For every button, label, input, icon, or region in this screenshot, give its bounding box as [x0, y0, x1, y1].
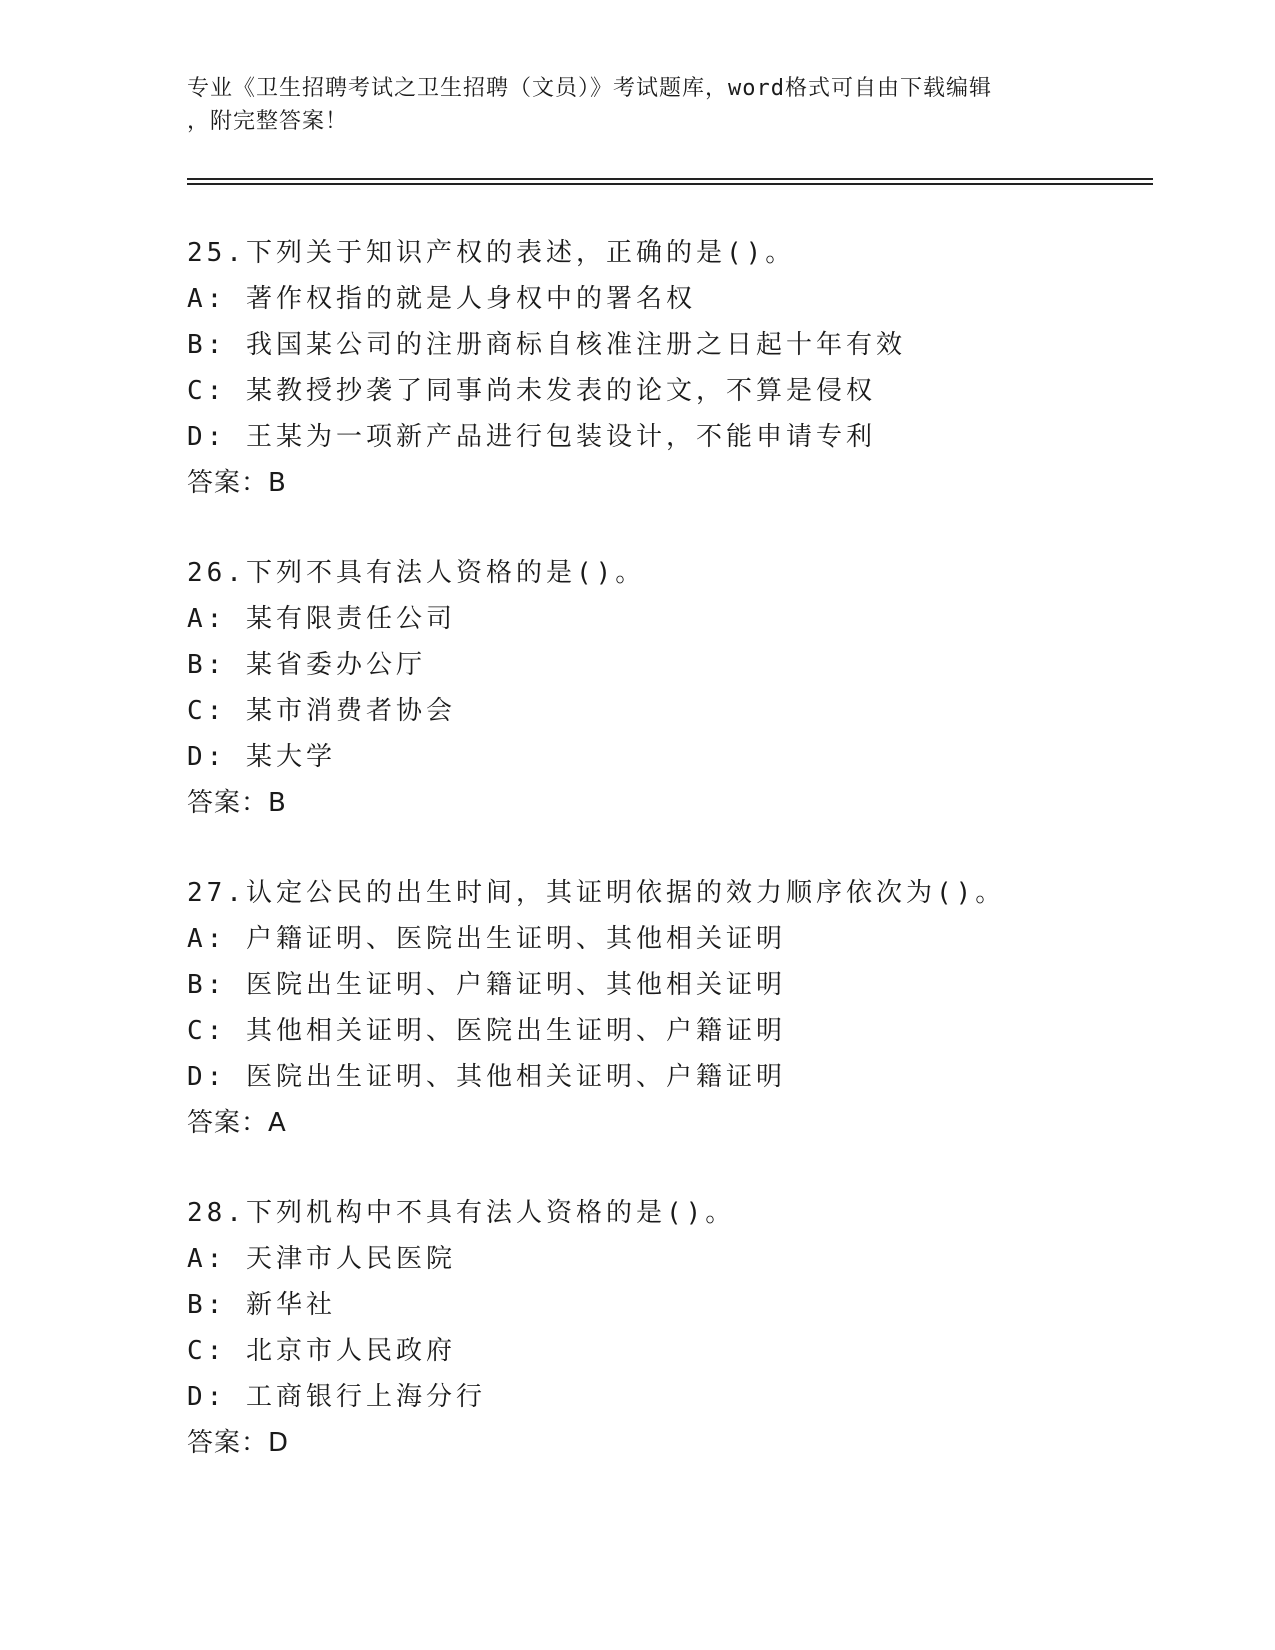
- option-a: A: 户籍证明、医院出生证明、其他相关证明: [187, 924, 786, 954]
- header-divider-top: [187, 178, 1153, 180]
- option-c: C: 北京市人民政府: [187, 1336, 456, 1366]
- document-header: [187, 72, 1087, 138]
- answer-label: 答案：B: [187, 788, 287, 818]
- question-26: [187, 550, 1167, 826]
- header-line-2: ，附完整答案！: [187, 109, 349, 134]
- answer-label: 答案：B: [187, 468, 287, 498]
- header-divider-bottom: [187, 183, 1153, 185]
- question-27: [187, 870, 1167, 1146]
- question-25: [187, 230, 1167, 506]
- question-list: [187, 230, 1167, 1510]
- option-b: B: 某省委办公厅: [187, 650, 426, 680]
- option-c: C: 某教授抄袭了同事尚未发表的论文，不算是侵权: [187, 376, 876, 406]
- option-a: A: 著作权指的就是人身权中的署名权: [187, 284, 696, 314]
- answer-label: 答案：D: [187, 1428, 290, 1458]
- option-a: A: 天津市人民医院: [187, 1244, 456, 1274]
- question-stem: 27.认定公民的出生时间，其证明依据的效力顺序依次为()。: [187, 878, 1006, 908]
- option-b: B: 我国某公司的注册商标自核准注册之日起十年有效: [187, 330, 906, 360]
- answer-label: 答案：A: [187, 1108, 287, 1138]
- option-d: D: 王某为一项新产品进行包装设计，不能申请专利: [187, 422, 876, 452]
- option-a: A: 某有限责任公司: [187, 604, 456, 634]
- option-d: D: 工商银行上海分行: [187, 1382, 486, 1412]
- option-b: B: 新华社: [187, 1290, 336, 1320]
- question-28: [187, 1190, 1167, 1466]
- question-stem: 26.下列不具有法人资格的是()。: [187, 558, 646, 588]
- option-c: C: 其他相关证明、医院出生证明、户籍证明: [187, 1016, 786, 1046]
- option-c: C: 某市消费者协会: [187, 696, 456, 726]
- option-d: D: 某大学: [187, 742, 336, 772]
- option-d: D: 医院出生证明、其他相关证明、户籍证明: [187, 1062, 786, 1092]
- header-line-1: 专业《卫生招聘考试之卫生招聘（文员）》考试题库，word格式可自由下载编辑: [187, 76, 992, 101]
- question-stem: 25.下列关于知识产权的表述，正确的是()。: [187, 238, 796, 268]
- question-stem: 28.下列机构中不具有法人资格的是()。: [187, 1198, 736, 1228]
- option-b: B: 医院出生证明、户籍证明、其他相关证明: [187, 970, 786, 1000]
